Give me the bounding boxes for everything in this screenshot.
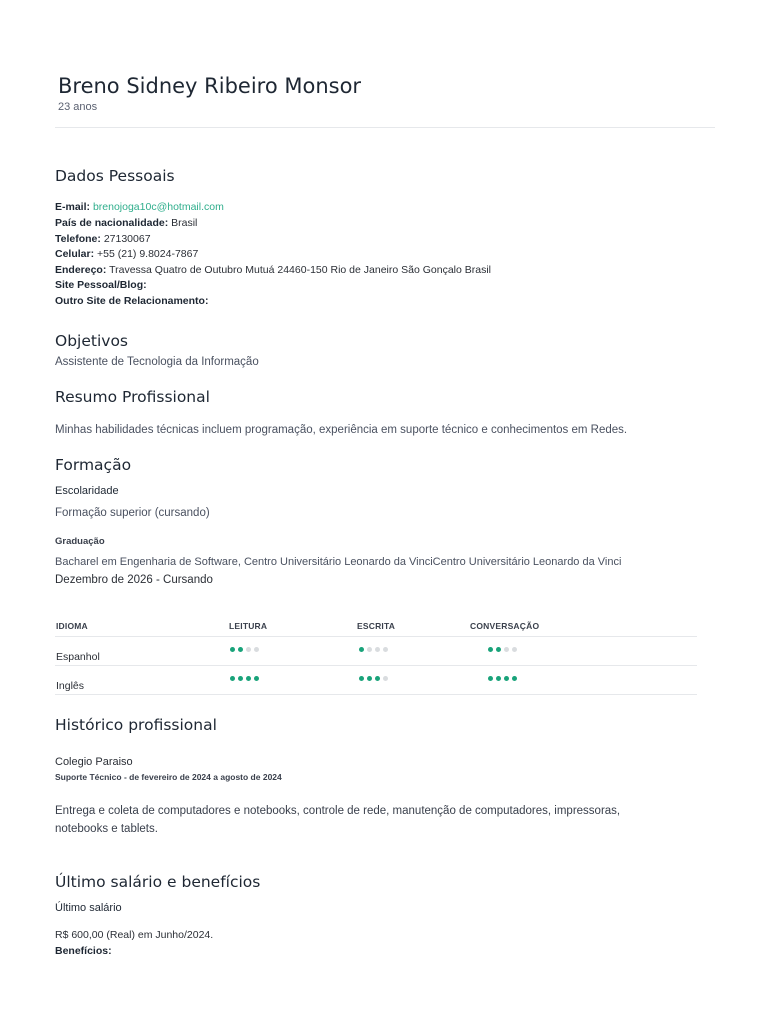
level-dot-filled — [504, 676, 509, 681]
level-dot-filled — [496, 676, 501, 681]
header-writing: ESCRITA — [357, 621, 396, 631]
last-salary-label: Último salário — [55, 902, 122, 914]
candidate-age: 23 anos — [58, 101, 98, 113]
address-value: Travessa Quatro de Outubro Mutuá 24460-150 Rio de Janeiro São Gonçalo Brasil — [109, 264, 492, 276]
other-site-line — [55, 295, 208, 307]
language-row — [55, 666, 697, 695]
section-title-summary: Resumo Profissional — [55, 388, 210, 406]
level-dot-filled — [367, 676, 372, 681]
objective-text: Assistente de Tecnologia da Informação — [55, 356, 259, 368]
nationality-value: Brasil — [171, 217, 198, 229]
job-role: Suporte Técnico - de fevereiro de 2024 a agosto de 2024 — [55, 772, 282, 782]
job-company: Colegio Paraiso — [55, 756, 133, 768]
level-dot-filled — [512, 676, 517, 681]
level-dot-filled — [238, 676, 243, 681]
header-reading: LEITURA — [229, 621, 268, 631]
section-title-objectives: Objetivos — [55, 332, 128, 350]
email-link[interactable]: brenojoga10c@hotmail.com — [92, 201, 224, 213]
reading-level-dots — [230, 647, 259, 652]
graduation-label: Graduação — [55, 536, 105, 547]
writing-level-dots — [359, 647, 388, 652]
address-label: Endereço: — [55, 264, 107, 276]
section-title-education: Formação — [55, 456, 132, 474]
job-description: Entrega e coleta de computadores e notebooks, controle de rede, manutenção de computadores, impressoras, notebooks e tablets. — [55, 805, 621, 835]
level-dot-empty — [383, 647, 388, 652]
speaking-level-dots — [488, 647, 517, 652]
candidate-name: Breno Sidney Ribeiro Monsor — [58, 74, 362, 98]
site-label: Site Pessoal/Blog: — [55, 279, 147, 291]
graduation-value: Bacharel em Engenharia de Software, Centro Universitário Leonardo da VinciCentro Universitário Leonardo da Vinci — [55, 556, 622, 568]
language-row — [55, 637, 697, 666]
nationality-line — [55, 217, 197, 229]
mobile-value: +55 (21) 9.8024-7867 — [97, 248, 199, 260]
level-dot-filled — [496, 647, 501, 652]
header-divider — [55, 127, 715, 128]
schooling-label: Escolaridade — [55, 485, 119, 497]
level-dot-empty — [383, 676, 388, 681]
benefits-label: Benefícios: — [55, 945, 112, 957]
speaking-level-dots — [488, 676, 517, 681]
phone-value: 27130067 — [103, 233, 151, 245]
graduation-date: Dezembro de 2026 - Cursando — [55, 574, 213, 586]
level-dot-empty — [375, 647, 380, 652]
languages-table — [55, 618, 697, 695]
level-dot-filled — [230, 647, 235, 652]
section-title-experience: Histórico profissional — [55, 716, 217, 734]
level-dot-empty — [504, 647, 509, 652]
level-dot-filled — [488, 647, 493, 652]
section-title-salary: Último salário e benefícios — [55, 873, 261, 891]
email-label: E-mail: — [55, 201, 91, 213]
nationality-label: País de nacionalidade: — [55, 217, 169, 229]
level-dot-filled — [359, 647, 364, 652]
level-dot-empty — [246, 647, 251, 652]
site-line — [55, 279, 147, 291]
language-name: Espanhol — [56, 651, 100, 663]
section-title-personal: Dados Pessoais — [55, 167, 175, 185]
level-dot-empty — [254, 647, 259, 652]
writing-level-dots — [359, 676, 388, 681]
level-dot-filled — [488, 676, 493, 681]
last-salary-value: R$ 600,00 (Real) em Junho/2024. — [55, 929, 214, 941]
phone-line — [55, 233, 151, 245]
phone-label: Telefone: — [55, 233, 101, 245]
mobile-label: Celular: — [55, 248, 95, 260]
level-dot-filled — [238, 647, 243, 652]
language-name: Inglês — [56, 680, 85, 692]
schooling-value: Formação superior (cursando) — [55, 507, 210, 519]
header-speaking: CONVERSAÇÃO — [470, 621, 540, 631]
other-site-label: Outro Site de Relacionamento: — [55, 295, 209, 307]
level-dot-filled — [359, 676, 364, 681]
level-dot-filled — [230, 676, 235, 681]
level-dot-filled — [375, 676, 380, 681]
mobile-line — [55, 248, 198, 260]
address-line — [55, 264, 491, 276]
summary-text: Minhas habilidades técnicas incluem programação, experiência em suporte técnico e conhecimentos em Redes. — [55, 424, 628, 436]
level-dot-empty — [512, 647, 517, 652]
languages-header-row — [55, 618, 697, 637]
level-dot-empty — [367, 647, 372, 652]
reading-level-dots — [230, 676, 259, 681]
level-dot-filled — [246, 676, 251, 681]
header-language: IDIOMA — [56, 621, 88, 631]
email-line — [55, 201, 224, 213]
level-dot-filled — [254, 676, 259, 681]
